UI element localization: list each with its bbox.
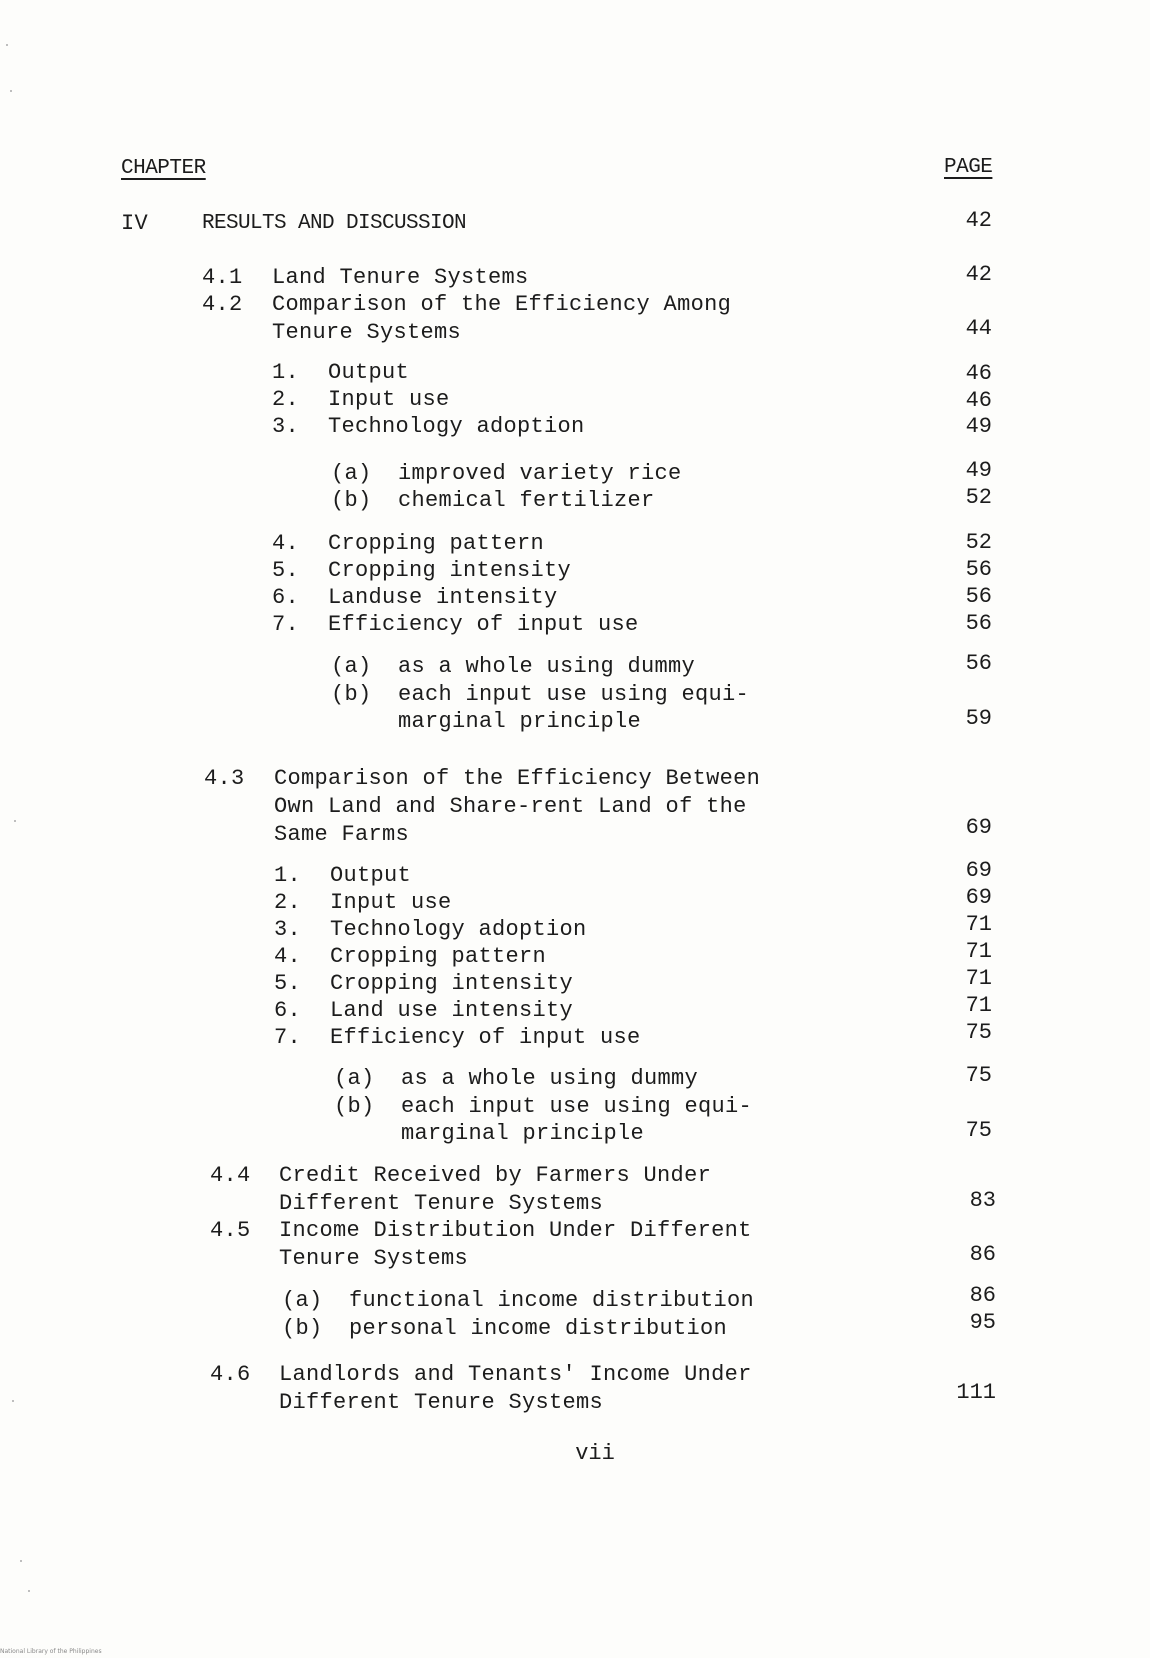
- s42-item-7-number: 7.: [272, 612, 300, 637]
- s43-sub7a-title: as a whole using dummy: [401, 1066, 699, 1091]
- s43-item-4-number: 4.: [274, 944, 302, 969]
- s42-item-6-title: Landuse intensity: [328, 585, 558, 610]
- section-4-4-title-line2: Different Tenure Systems: [279, 1191, 604, 1216]
- s43-sub7a-label: (a): [334, 1066, 375, 1091]
- s42-sub7b-label: (b): [331, 682, 372, 707]
- s42-sub7a-label: (a): [331, 654, 372, 679]
- s42-item-2-page: 46: [965, 388, 992, 413]
- section-4-1-page: 42: [965, 262, 992, 287]
- scan-speck: [20, 1560, 22, 1562]
- s42-sub3a-page: 49: [965, 458, 992, 483]
- section-4-3-page: 69: [965, 815, 992, 840]
- scan-speck: [10, 90, 12, 92]
- s43-item-6-title: Land use intensity: [330, 998, 574, 1023]
- s45-sub-a-label: (a): [282, 1288, 323, 1313]
- s43-item-2-number: 2.: [274, 890, 302, 915]
- s42-item-1-title: Output: [328, 360, 410, 385]
- s42-sub7b-title-line1: each input use using equi-: [398, 682, 750, 707]
- section-4-2-number: 4.2: [202, 292, 243, 317]
- s43-item-7-page: 75: [965, 1020, 992, 1045]
- s42-sub7b-page: 59: [965, 706, 992, 731]
- section-4-1-number: 4.1: [202, 265, 243, 290]
- s42-sub7a-title: as a whole using dummy: [398, 654, 696, 679]
- s42-item-4-number: 4.: [272, 531, 300, 556]
- s42-sub7b-title-line2: marginal principle: [398, 709, 642, 734]
- s43-item-1-title: Output: [330, 863, 412, 888]
- s43-sub7b-label: (b): [334, 1094, 375, 1119]
- chapter-column-heading: CHAPTER: [121, 157, 206, 180]
- s43-item-2-title: Input use: [330, 890, 452, 915]
- s42-item-5-number: 5.: [272, 558, 300, 583]
- section-4-3-title-line2: Own Land and Share-rent Land of the: [274, 794, 747, 819]
- section-4-5-number: 4.5: [210, 1218, 251, 1243]
- s43-item-1-page: 69: [965, 858, 992, 883]
- section-4-3-title-line1: Comparison of the Efficiency Between: [274, 766, 761, 791]
- s43-sub7a-page: 75: [965, 1063, 992, 1088]
- scan-speck: [6, 44, 8, 46]
- section-4-6-page: 111: [956, 1380, 996, 1405]
- s42-item-5-page: 56: [965, 557, 992, 582]
- section-4-1-title: Land Tenure Systems: [272, 265, 529, 290]
- s43-item-3-page: 71: [965, 912, 992, 937]
- section-4-4-title-line1: Credit Received by Farmers Under: [279, 1163, 712, 1188]
- s42-sub3a-label: (a): [331, 461, 372, 486]
- s42-item-3-title: Technology adoption: [328, 414, 585, 439]
- section-4-4-number: 4.4: [210, 1163, 251, 1188]
- chapter-title: RESULTS AND DISCUSSION: [202, 212, 467, 235]
- s43-item-5-title: Cropping intensity: [330, 971, 574, 996]
- scan-speck: [12, 1400, 14, 1402]
- s43-sub7b-title-line2: marginal principle: [401, 1121, 645, 1146]
- s43-item-2-page: 69: [965, 885, 992, 910]
- section-4-3-title-line3: Same Farms: [274, 822, 410, 847]
- section-4-3-number: 4.3: [204, 766, 245, 791]
- section-4-6-number: 4.6: [210, 1362, 251, 1387]
- s42-item-1-page: 46: [965, 361, 992, 386]
- section-4-5-title-line1: Income Distribution Under Different: [279, 1218, 752, 1243]
- s43-item-7-number: 7.: [274, 1025, 302, 1050]
- chapter-number: IV: [121, 211, 149, 236]
- scan-speck: [14, 820, 16, 822]
- chapter-page: 42: [965, 208, 992, 233]
- s45-sub-a-title: functional income distribution: [349, 1288, 755, 1313]
- s42-item-4-page: 52: [965, 530, 992, 555]
- s43-item-4-title: Cropping pattern: [330, 944, 547, 969]
- s45-sub-a-page: 86: [969, 1283, 996, 1308]
- s43-sub7b-page: 75: [965, 1118, 992, 1143]
- s42-item-6-number: 6.: [272, 585, 300, 610]
- section-4-5-page: 86: [969, 1242, 996, 1267]
- s43-item-4-page: 71: [965, 939, 992, 964]
- s42-item-3-number: 3.: [272, 414, 300, 439]
- s42-sub3b-page: 52: [965, 485, 992, 510]
- s43-item-1-number: 1.: [274, 863, 302, 888]
- s42-sub3b-label: (b): [331, 488, 372, 513]
- s43-item-6-number: 6.: [274, 998, 302, 1023]
- s42-item-7-title: Efficiency of input use: [328, 612, 639, 637]
- s42-sub3b-title: chemical fertilizer: [398, 488, 655, 513]
- s45-sub-b-title: personal income distribution: [349, 1316, 728, 1341]
- s42-item-5-title: Cropping intensity: [328, 558, 572, 583]
- s43-item-5-number: 5.: [274, 971, 302, 996]
- s42-item-2-title: Input use: [328, 387, 450, 412]
- section-4-2-title-line1: Comparison of the Efficiency Among: [272, 292, 732, 317]
- s43-item-7-title: Efficiency of input use: [330, 1025, 641, 1050]
- section-4-5-title-line2: Tenure Systems: [279, 1246, 469, 1271]
- s45-sub-b-page: 95: [969, 1310, 996, 1335]
- s42-item-7-page: 56: [965, 611, 992, 636]
- s42-item-1-number: 1.: [272, 360, 300, 385]
- s42-item-2-number: 2.: [272, 387, 300, 412]
- s42-item-4-title: Cropping pattern: [328, 531, 545, 556]
- s43-sub7b-title-line1: each input use using equi-: [401, 1094, 753, 1119]
- s42-item-6-page: 56: [965, 584, 992, 609]
- scan-speck: [28, 1590, 30, 1592]
- s43-item-3-number: 3.: [274, 917, 302, 942]
- s43-item-6-page: 71: [965, 993, 992, 1018]
- section-4-2-title-line2: Tenure Systems: [272, 320, 462, 345]
- roman-page-number: vii: [575, 1441, 615, 1466]
- section-4-4-page: 83: [969, 1188, 996, 1213]
- section-4-6-title-line2: Different Tenure Systems: [279, 1390, 604, 1415]
- s42-sub3a-title: improved variety rice: [398, 461, 682, 486]
- s43-item-5-page: 71: [965, 966, 992, 991]
- s42-item-3-page: 49: [965, 414, 992, 439]
- page-column-heading: PAGE: [944, 156, 993, 179]
- section-4-6-title-line1: Landlords and Tenants' Income Under: [279, 1362, 752, 1387]
- s43-item-3-title: Technology adoption: [330, 917, 587, 942]
- section-4-2-page: 44: [965, 316, 992, 341]
- s42-sub7a-page: 56: [965, 651, 992, 676]
- s45-sub-b-label: (b): [282, 1316, 323, 1341]
- scan-watermark: National Library of the Philippines: [0, 1648, 102, 1655]
